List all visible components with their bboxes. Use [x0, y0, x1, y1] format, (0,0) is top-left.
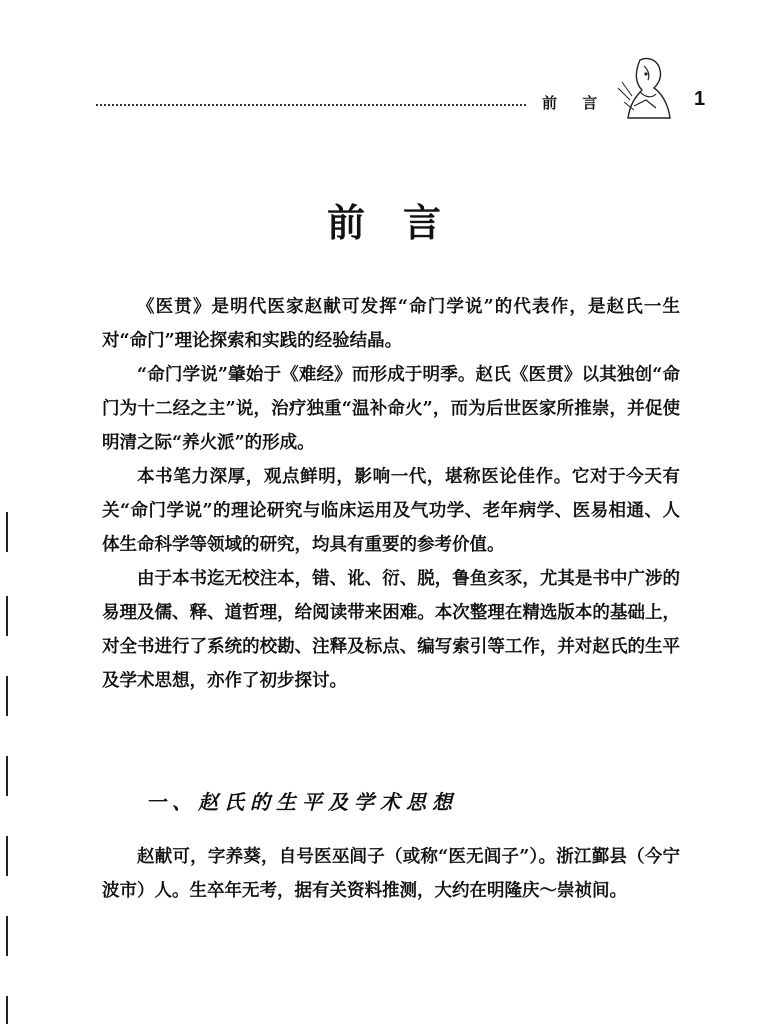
- scholar-portrait-icon: [610, 52, 680, 122]
- paragraph: 赵献可，字养葵，自号医巫闾子（或称“医无闾子”）。浙江鄞县（今宁波市）人。生卒年无考，据有关资料推测，大约在明隆庆～崇祯间。: [102, 847, 680, 901]
- margin-scan-mark: [6, 512, 8, 552]
- section-body-text: [102, 840, 680, 908]
- running-head-title: 前 言: [542, 94, 608, 112]
- margin-scan-mark: [6, 996, 8, 1024]
- margin-scan-mark: [6, 676, 8, 716]
- body-text: [102, 290, 680, 698]
- margin-scan-mark: [6, 596, 8, 636]
- section-heading: 一、赵氏的生平及学术思想: [146, 790, 458, 814]
- page-number: 1: [694, 88, 706, 110]
- margin-scan-mark: [6, 836, 8, 876]
- dotted-rule: [96, 104, 526, 106]
- running-head: [96, 88, 716, 120]
- margin-scan-mark: [6, 756, 8, 796]
- margin-scan-mark: [6, 916, 8, 956]
- paragraph: 《医贯》是明代医家赵献可发挥“命门学说”的代表作，是赵氏一生对“命门”理论探索和实践的经验结晶。: [102, 297, 680, 351]
- page-title: 前言: [326, 200, 479, 245]
- paragraph: 本书笔力深厚，观点鲜明，影响一代，堪称医论佳作。它对于今天有关“命门学说”的理论研究与临床运用及气功学、老年病学、医易相通、人体生命科学等领域的研究，均具有重要的参考价值。: [102, 467, 680, 555]
- paragraph: 由于本书迄无校注本，错、讹、衍、脱，鲁鱼亥豕，尤其是书中广涉的易理及儒、释、道哲理，给阅读带来困难。本次整理在精选版本的基础上，对全书进行了系统的校勘、注释及标点、编写索引等工作，并对赵氏的生平及学术思想，亦作了初步探讨。: [102, 569, 680, 691]
- paragraph: “命门学说”肇始于《难经》而形成于明季。赵氏《医贯》以其独创“命门为十二经之主”说，治疗独重“温补命火”，而为后世医家所推崇，并促使明清之际“养火派”的形成。: [102, 365, 680, 453]
